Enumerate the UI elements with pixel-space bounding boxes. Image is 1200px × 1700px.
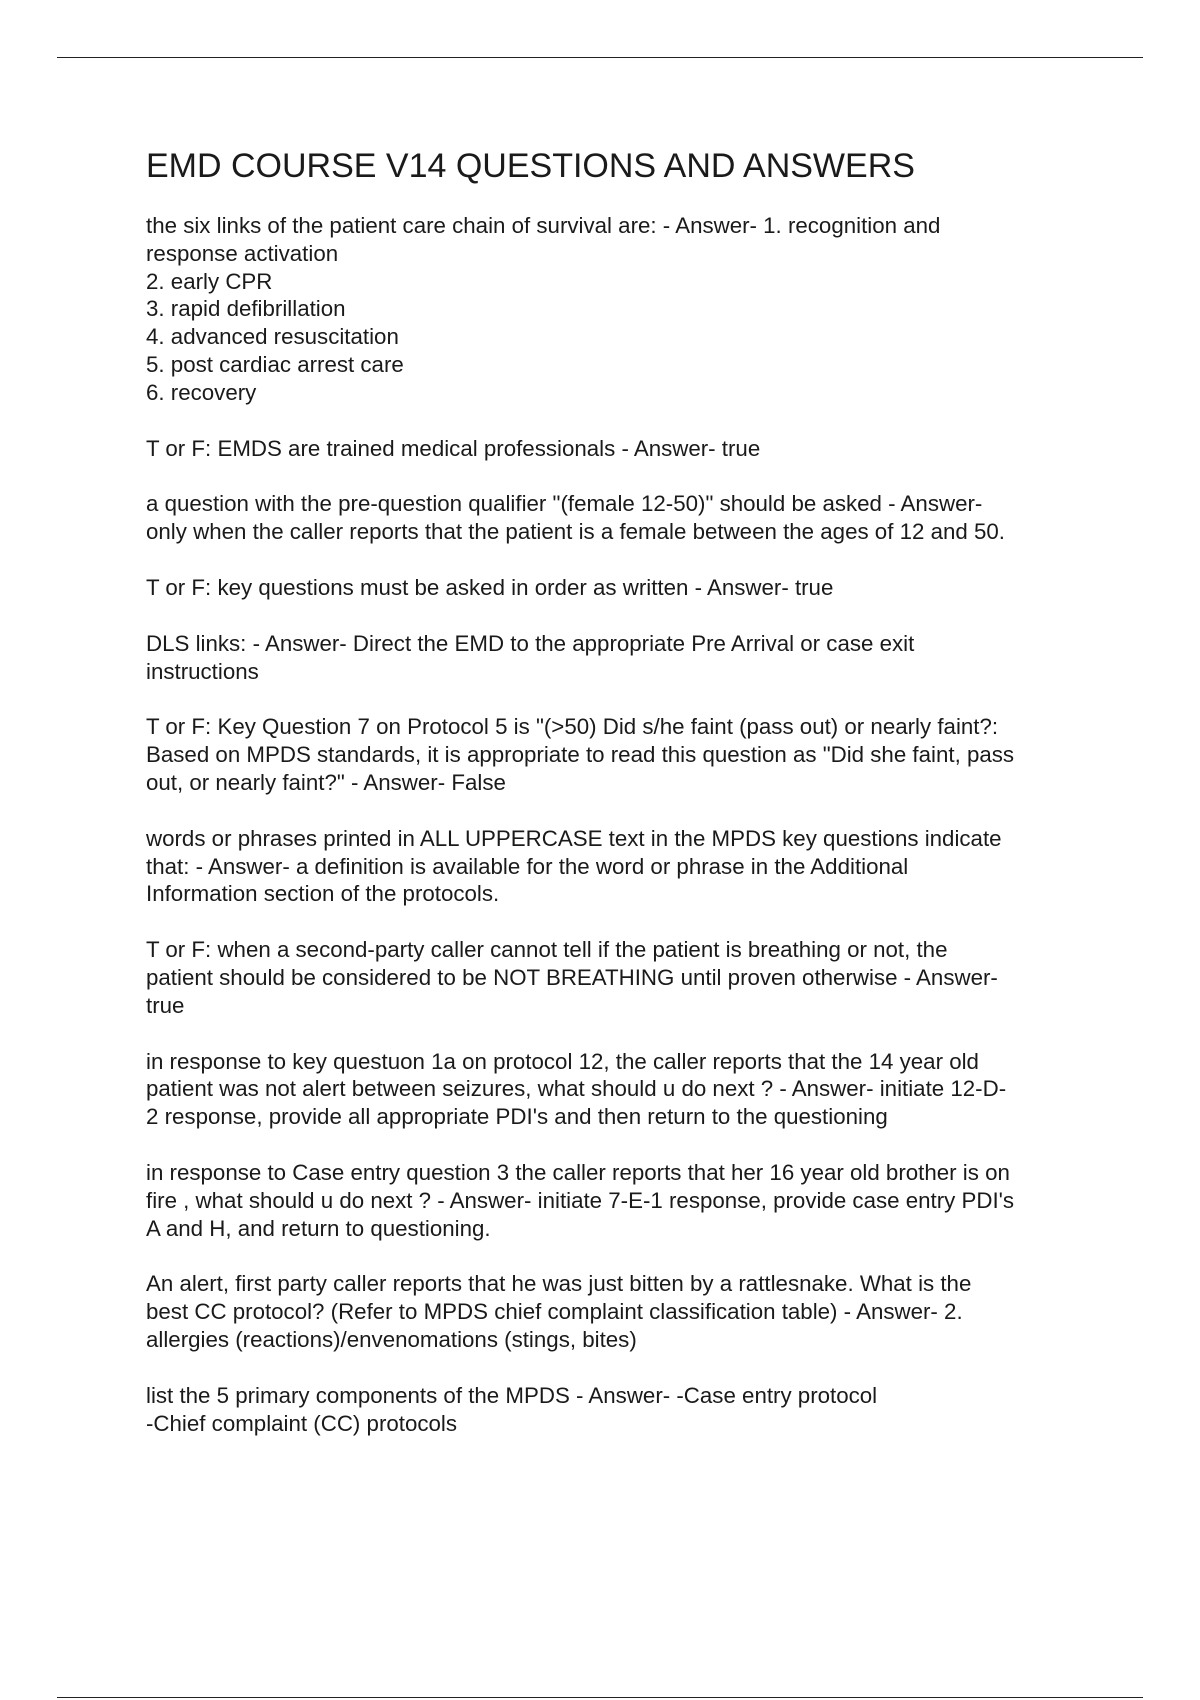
- qa-line: 4. advanced resuscitation: [146, 324, 399, 350]
- qa-line: response activation: [146, 240, 339, 266]
- qa-line: patient should be considered to be NOT BREATHING until proven otherwise - Answer-: [146, 964, 998, 990]
- qa-line: words or phrases printed in ALL UPPERCASE text in the MPDS key questions indicate: [146, 825, 1002, 851]
- qa-line: 2 response, provide all appropriate PDI's and then return to the questioning: [146, 1104, 888, 1130]
- document-title: EMD COURSE V14 QUESTIONS AND ANSWERS: [146, 147, 915, 185]
- qa-item: [146, 1159, 1101, 1242]
- qa-line: A and H, and return to questioning.: [146, 1215, 491, 1241]
- qa-line: out, or nearly faint?" - Answer- False: [146, 769, 506, 795]
- qa-item: [146, 1270, 1101, 1353]
- qa-item: [146, 1382, 1101, 1438]
- qa-item: [146, 1048, 1101, 1131]
- document-body: [146, 146, 1101, 1465]
- qa-line: in response to key questuon 1a on protocol 12, the caller reports that the 14 year old: [146, 1048, 979, 1074]
- qa-line: T or F: when a second-party caller cannot tell if the patient is breathing or not, the: [146, 937, 948, 963]
- qa-line: best CC protocol? (Refer to MPDS chief complaint classification table) - Answer- 2.: [146, 1299, 963, 1325]
- qa-line: T or F: Key Question 7 on Protocol 5 is "(>50) Did s/he faint (pass out) or nearly faint?:: [146, 714, 999, 740]
- qa-line: list the 5 primary components of the MPDS - Answer- -Case entry protocol: [146, 1382, 878, 1408]
- qa-line: the six links of the patient care chain of survival are: - Answer- 1. recognition and: [146, 213, 941, 238]
- qa-line: 3. rapid defibrillation: [146, 296, 346, 322]
- qa-line: only when the caller reports that the patient is a female between the ages of 12 and 50.: [146, 519, 1005, 545]
- qa-item: [146, 435, 1101, 463]
- qa-line: instructions: [146, 658, 259, 684]
- qa-line: -Chief complaint (CC) protocols: [146, 1410, 458, 1436]
- qa-item: [146, 936, 1101, 1019]
- top-rule: [57, 57, 1143, 58]
- qa-line: fire , what should u do next ? - Answer- initiate 7-E-1 response, provide case entry PDI's: [146, 1187, 1015, 1213]
- qa-item: [146, 713, 1101, 796]
- qa-item: [146, 574, 1101, 602]
- qa-line: An alert, first party caller reports that he was just bitten by a rattlesnake. What is the: [146, 1271, 972, 1297]
- qa-item: [146, 212, 1101, 407]
- bottom-rule: [57, 1697, 1143, 1698]
- qa-item: [146, 490, 1101, 546]
- qa-line: true: [146, 992, 185, 1018]
- qa-line: in response to Case entry question 3 the caller reports that her 16 year old brother is on: [146, 1159, 1010, 1185]
- qa-line: that: - Answer- a definition is available for the word or phrase in the Additional: [146, 853, 909, 879]
- qa-line: a question with the pre-question qualifier "(female 12-50)" should be asked - Answer-: [146, 491, 983, 517]
- qa-line: Based on MPDS standards, it is appropriate to read this question as "Did she faint, pass: [146, 742, 1015, 768]
- qa-list: [146, 212, 1101, 1437]
- qa-line: T or F: key questions must be asked in order as written - Answer- true: [146, 574, 834, 600]
- qa-line: 6. recovery: [146, 379, 257, 405]
- qa-line: Information section of the protocols.: [146, 881, 500, 907]
- qa-line: patient was not alert between seizures, what should u do next ? - Answer- initiate 12-D-: [146, 1076, 1007, 1102]
- qa-line: 2. early CPR: [146, 268, 273, 294]
- qa-item: [146, 630, 1101, 686]
- qa-line: 5. post cardiac arrest care: [146, 351, 404, 377]
- qa-item: [146, 825, 1101, 908]
- qa-line: allergies (reactions)/envenomations (stings, bites): [146, 1326, 637, 1352]
- qa-line: T or F: EMDS are trained medical professionals - Answer- true: [146, 435, 761, 461]
- qa-line: DLS links: - Answer- Direct the EMD to the appropriate Pre Arrival or case exit: [146, 630, 915, 656]
